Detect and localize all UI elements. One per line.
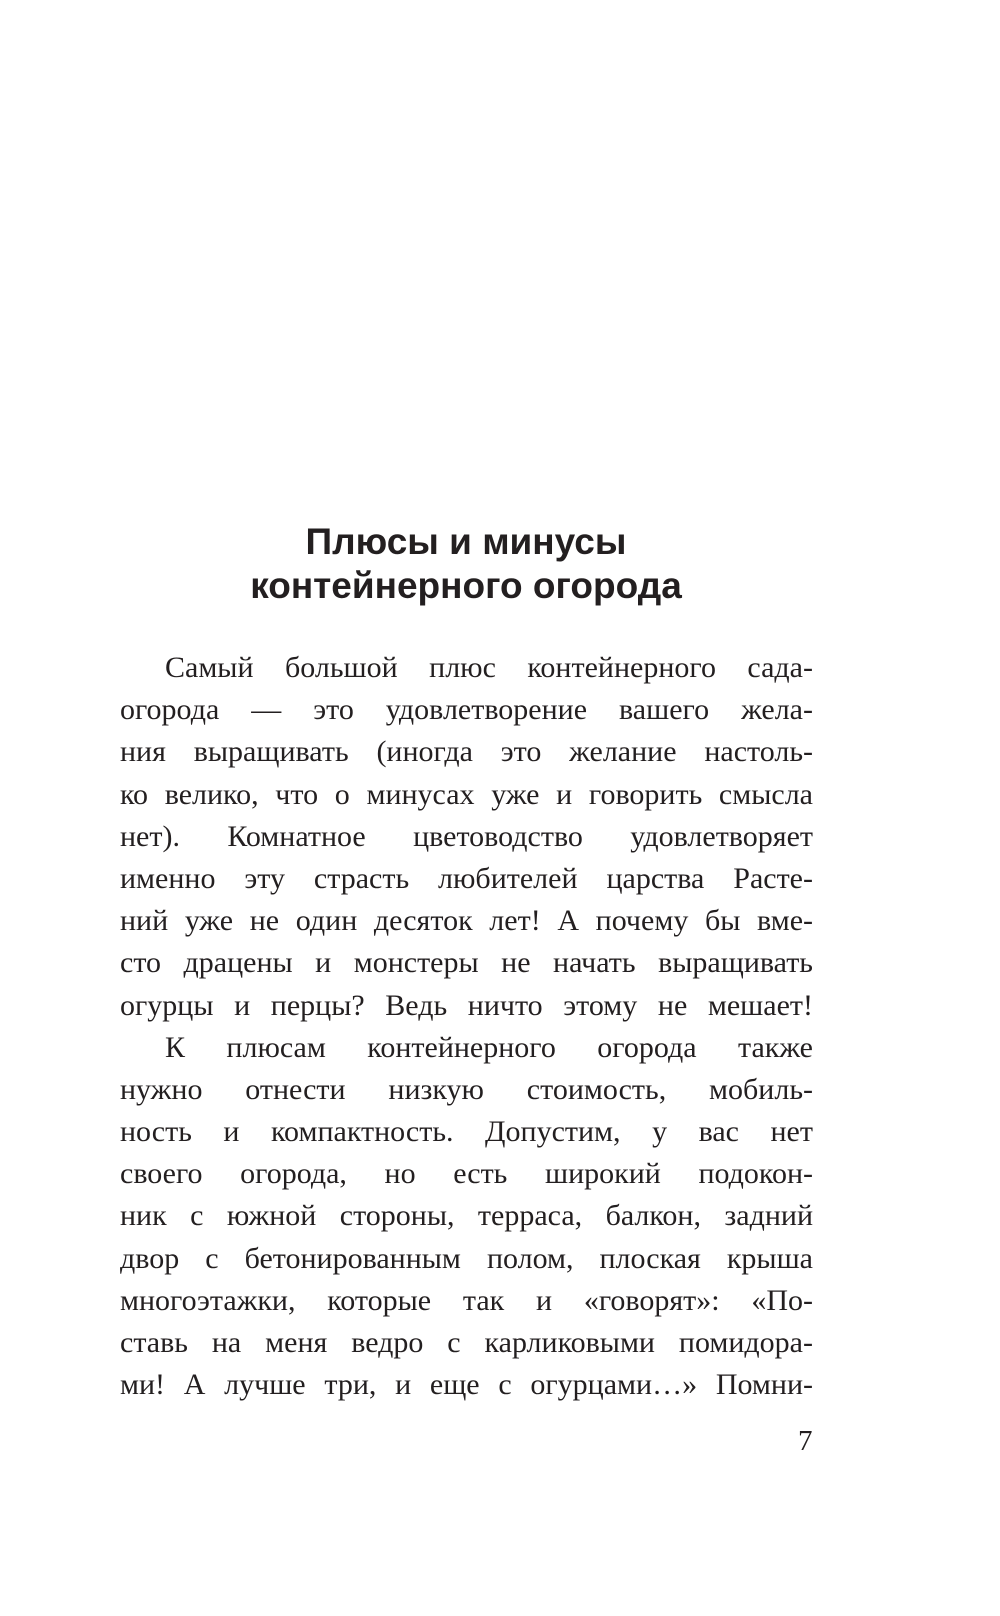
text-line: ко велико, что о минусах уже и говорить смысла [120, 777, 813, 811]
text-line: своего огорода, но есть широкий подокон- [120, 1157, 813, 1191]
text-line: именно эту страсть любителей царства Расте- [120, 861, 813, 895]
title-line: контейнерного огорода [250, 565, 682, 606]
text-line: нужно отнести низкую стоимость, мобиль- [120, 1072, 813, 1106]
text-line: многоэтажки, которые так и «говорят»: «По- [120, 1283, 813, 1317]
text-line: двор с бетонированным полом, плоская крыша [120, 1241, 813, 1275]
page-number: 7 [798, 1425, 813, 1457]
text-line: ник с южной стороны, терраса, балкон, задний [120, 1199, 813, 1233]
text-line: огурцы и перцы? Ведь ничто этому не мешает! [120, 988, 813, 1022]
text-line: К плюсам контейнерного огорода также [165, 1030, 813, 1064]
text-line: огорода — это удовлетворение вашего жела- [120, 693, 813, 727]
text-line: ность и компактность. Допустим, у вас нет [120, 1115, 813, 1149]
text-line: ми! А лучше три, и еще с огурцами…» Помни- [120, 1368, 813, 1402]
text-line: сто драцены и монстеры не начать выращивать [120, 946, 813, 980]
title-line: Плюсы и минусы [305, 521, 627, 562]
text-line: ния выращивать (иногда это желание настоль- [120, 735, 813, 769]
body-text [120, 647, 813, 1406]
text-line: нет). Комнатное цветоводство удовлетворяет [120, 819, 813, 853]
chapter-title [0, 520, 932, 608]
text-line: Самый большой плюс контейнерного сада- [165, 651, 813, 684]
text-line: ставь на меня ведро с карликовыми помидора- [120, 1326, 813, 1359]
text-line: ний уже не один десяток лет! А почему бы вме- [120, 904, 813, 938]
